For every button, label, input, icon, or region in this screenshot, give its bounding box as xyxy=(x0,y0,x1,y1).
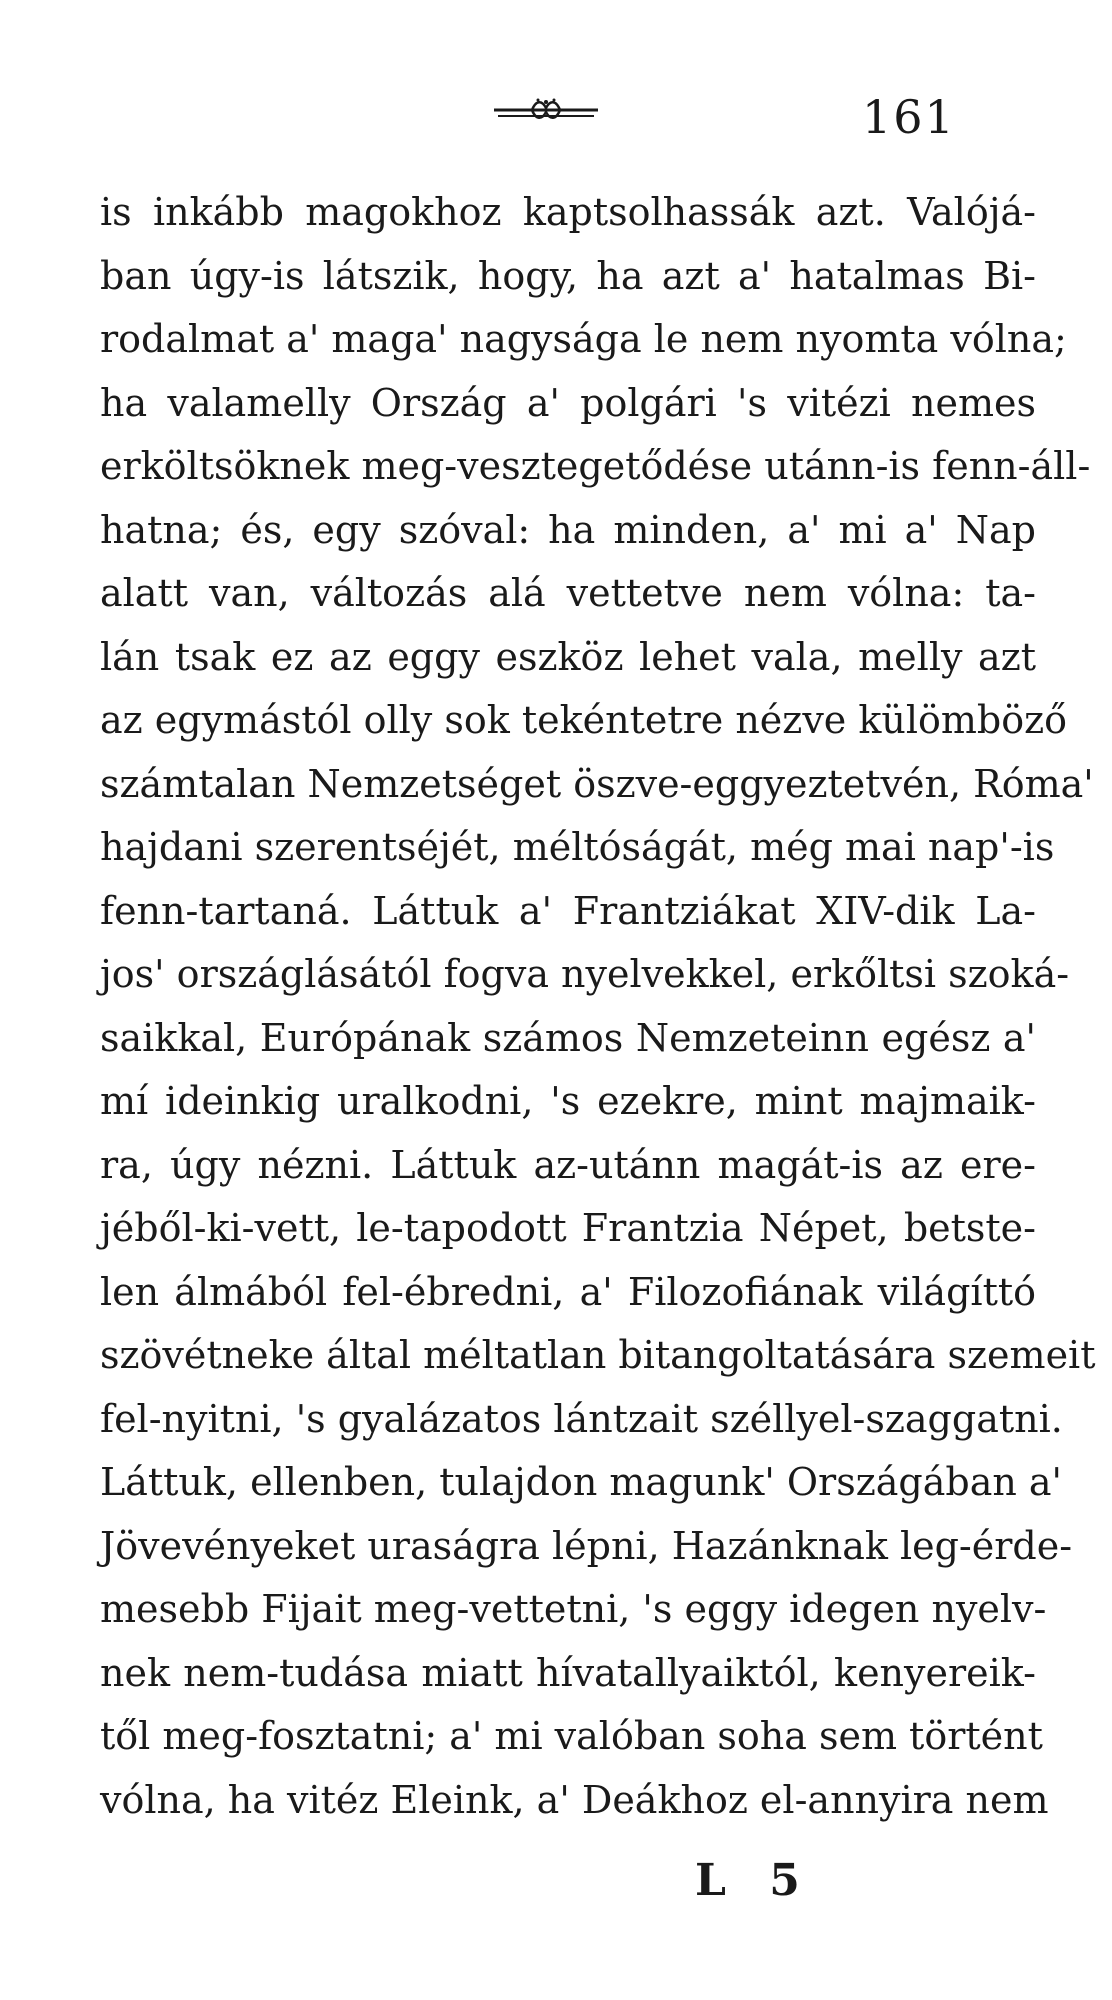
text-line: hajdani szerentséjét, méltóságát, még mai nap'-is xyxy=(100,825,1055,869)
text-line: Láttuk, ellenben, tulajdon magunk' Országában a' xyxy=(100,1460,1063,1504)
text-line: ban úgy-is látszik, hogy, ha azt a' hatalmas Bi- xyxy=(100,253,1036,298)
page-number: 161 xyxy=(862,90,956,144)
text-line: erköltsöknek meg-vesztegetődése utánn-is fenn-áll- xyxy=(100,444,1091,488)
text-line: Jövevényeket uraságra lépni, Hazánknak leg-érde- xyxy=(100,1523,1073,1568)
text-line: ra, úgy nézni. Láttuk az-utánn magát-is az ere- xyxy=(100,1142,1036,1187)
text-line: mesebb Fijait meg-vettetni, 's eggy idegen nyelv- xyxy=(100,1587,1047,1631)
text-line: mí ideinkig uralkodni, 's ezekre, mint majmaik- xyxy=(100,1079,1036,1123)
text-line: hatna; és, egy szóval: ha minden, a' mi a' Nap xyxy=(100,507,1036,552)
text-line: alatt van, változás alá vettetve nem vólna: ta- xyxy=(100,571,1036,615)
text-line: fenn-tartaná. Láttuk a' Frantziákat XIV-dik La- xyxy=(100,888,1036,933)
text-line: rodalmat a' maga' nagysága le nem nyomta vólna; xyxy=(100,317,1067,361)
text-line: saikkal, Európának számos Nemzeteinn egész a' xyxy=(100,1015,1036,1060)
text-line: lán tsak ez az eggy eszköz lehet vala, melly azt xyxy=(100,634,1036,679)
body-text xyxy=(100,181,1096,1832)
text-line: től meg-fosztatni; a' mi valóban soha sem történt xyxy=(100,1714,1043,1758)
signature-mark: L 5 xyxy=(695,1855,814,1906)
text-line: az egymástól olly sok tekéntetre nézve külömböző xyxy=(100,698,1068,742)
text-line: fel-nyitni, 's gyalázatos lántzait széllyel-szaggatni. xyxy=(100,1396,1063,1441)
decorative-ornament-icon xyxy=(492,96,600,126)
text-line: ha valamelly Ország a' polgári 's vitézi nemes xyxy=(100,380,1036,425)
text-line: len álmából fel-ébredni, a' Filozofiának világíttó xyxy=(100,1269,1036,1314)
text-line: jéből-ki-vett, le-tapodott Frantzia Népet, betste- xyxy=(100,1206,1036,1250)
text-line: számtalan Nemzetséget öszve-eggyeztetvén, Róma' xyxy=(100,761,1094,806)
text-line: nek nem-tudása miatt hívatallyaiktól, kenyereik- xyxy=(100,1650,1036,1695)
text-line: szövétneke által méltatlan bitangoltatására szemeit xyxy=(100,1333,1096,1377)
text-line: jos' országlásától fogva nyelvekkel, erkőltsi szoká- xyxy=(100,952,1070,996)
text-line: vólna, ha vitéz Eleink, a' Deákhoz el-annyira nem xyxy=(100,1777,1049,1822)
text-line: is inkább magokhoz kaptsolhassák azt. Valójá- xyxy=(100,190,1036,234)
